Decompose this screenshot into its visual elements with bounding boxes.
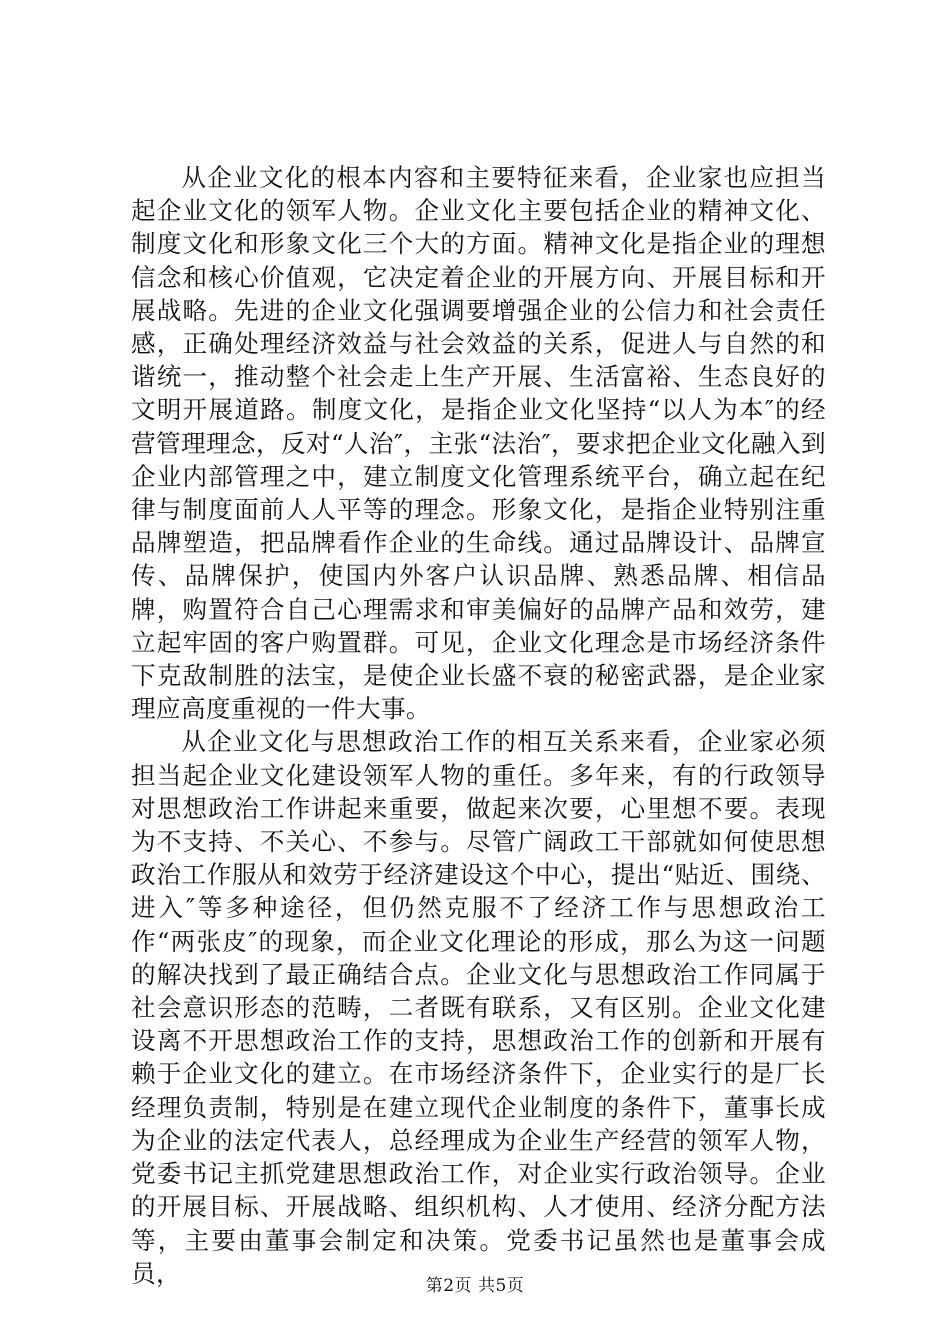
- paragraph-1: 从企业文化的根本内容和主要特征来看，企业家也应担当起企业文化的领军人物。企业文化主要包括企业的精神文化、制度文化和形象文化三个大的方面。精神文化是指企业的理想信念和核心价值观，它决定着企业的开展方向、开展目标和开展战略。先进的企业文化强调要增强企业的公信力和社会责任感，正确处理经济效益与社会效益的关系，促进人与自然的和谐统一，推动整个社会走上生产开展、生活富裕、生态良好的文明开展道路。制度文化，是指企业文化坚持“以人为本″的经营管理理念，反对“人治″，主张“法治″，要求把企业文化融入到企业内部管理之中，建立制度文化管理系统平台，确立起在纪律与制度面前人人平等的理念。形象文化，是指企业特别注重品牌塑造，把品牌看作企业的生命线。通过品牌设计、品牌宣传、品牌保护，使国内外客户认识品牌、熟悉品牌、相信品牌，购置符合自己心理需求和审美偏好的品牌产品和效劳，建立起牢固的客户购置群。可见，企业文化理念是市场经济条件下克敌制胜的法宝，是使企业长盛不衰的秘密武器，是企业家理应高度重视的一件大事。: [131, 163, 826, 724]
- page-footer: 第2页 共5页: [425, 1276, 525, 1296]
- body-text: [131, 161, 826, 1290]
- paragraph-2: 从企业文化与思想政治工作的相互关系来看，企业家必须担当起企业文化建设领军人物的重任。多年来，有的行政领导对思想政治工作讲起来重要，做起来次要，心里想不要。表现为不支持、不关心、不参与。尽管广阔政工干部就如何使思想政治工作服从和效劳于经济建设这个中心，提出“贴近、围绕、进入″等多种途径，但仍然克服不了经济工作与思想政治工作“两张皮″的现象，而企业文化理论的形成，那么为这一问题的解决找到了最正确结合点。企业文化与思想政治工作同属于社会意识形态的范畴，二者既有联系，又有区别。企业文化建设离不开思想政治工作的支持，思想政治工作的创新和开展有赖于企业文化的建立。在市场经济条件下，企业实行的是厂长经理负责制，特别是在建立现代企业制度的条件下，董事长成为企业的法定代表人，总经理成为企业生产经营的领军人物，党委书记主抓党建思想政治工作，对企业实行政治领导。企业的开展目标、开展战略、组织机构、人才使用、经济分配方法等，主要由董事会制定和决策。党委书记虽然也是董事会成员，: [131, 727, 826, 1288]
